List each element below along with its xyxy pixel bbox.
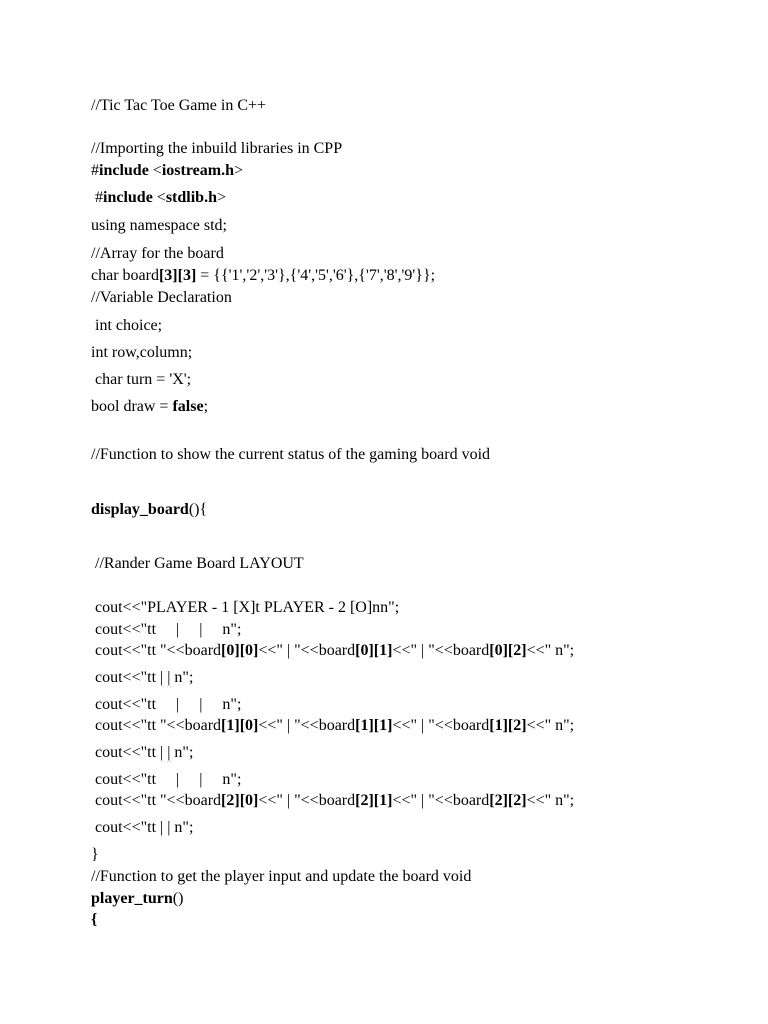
cout-divider-3 [91,818,193,838]
index: [1][1] [355,717,393,734]
text: cout<<"tt | | n"; [91,771,242,788]
function-display-board [91,500,207,520]
index: [1][0] [221,717,259,734]
header-name: stdlib.h [165,189,217,206]
include-stdlib [91,188,226,208]
text: n"; [174,669,194,686]
text: <<" | "<<board [258,717,356,734]
function-name: player_turn [91,890,173,907]
cout-row-3 [91,791,574,811]
header-name: iostream.h [161,162,234,179]
text: | [167,669,171,686]
closing-brace [91,845,99,865]
array-size: [3][3] [158,267,197,284]
keyword: include [103,189,153,206]
text: > [233,162,243,179]
text: //Function to show the current status of the gaming board void [91,446,491,463]
text: <<" | "<<board [392,642,490,659]
index: [0][1] [355,642,393,659]
opening-brace [91,910,97,930]
index: [0][2] [489,642,527,659]
decl-row-column [91,343,192,363]
cout-players [91,598,399,618]
text: { [91,911,98,928]
decl-draw [91,397,208,417]
text: | [160,669,164,686]
cout-row-2 [91,716,574,736]
index: [2][0] [221,792,259,809]
text: cout<<"tt [91,744,157,761]
using-namespace [91,216,227,236]
cout-separator-1 [91,620,241,640]
text: //Variable Declaration [91,289,232,306]
text: cout<<"PLAYER - 1 [X]t PLAYER - 2 [O]nn"; [91,599,400,616]
text: <<" | "<<board [258,792,356,809]
board-declaration [91,266,435,286]
text: <<" | "<<board [392,792,490,809]
text: | [160,744,164,761]
text: cout<<"tt "<<board [91,642,222,659]
text: cout<<"tt | | n"; [91,696,242,713]
text: char board [91,267,159,284]
text: <<" n"; [526,717,575,734]
text: //Rander Game Board LAYOUT [91,555,304,572]
text: //Array for the board [91,245,224,262]
text: # [91,189,103,206]
text: cout<<"tt | | n"; [91,819,194,836]
text: > [216,189,226,206]
text: <<" n"; [526,642,575,659]
text: () [172,890,184,907]
cout-divider-1 [91,668,193,688]
text: bool draw = [91,398,173,415]
text: = {{'1','2','3'},{'4','5','6'},{'7','8','9'}}; [196,267,436,284]
comment-title [91,96,266,116]
text: <<" n"; [526,792,575,809]
text: cout<<"tt "<<board [91,717,222,734]
comment-display [91,445,490,465]
comment-libraries [91,139,342,159]
text: //Function to get the player input and update the board void [91,868,472,885]
text: int choice; [91,317,163,334]
text: (){ [188,501,208,518]
text: | [167,744,171,761]
index: [2][2] [489,792,527,809]
index: [1][2] [489,717,527,734]
cout-row-1 [91,641,574,661]
index: [0][0] [221,642,259,659]
text: //Importing the inbuild libraries in CPP [91,140,343,157]
text: char turn = 'X'; [91,371,192,388]
include-iostream [91,161,243,181]
comment-render [91,554,304,574]
text: //Tic Tac Toe Game in C++ [91,97,267,114]
comment-variables [91,288,232,308]
index: [2][1] [355,792,393,809]
text: <<" | "<<board [258,642,356,659]
text: cout<<"tt | | n"; [91,621,242,638]
text: <<" | "<<board [392,717,490,734]
comment-player-turn [91,867,471,887]
text: < [148,162,162,179]
text: cout<<"tt "<<board [91,792,222,809]
text: ; [203,398,209,415]
keyword: include [99,162,149,179]
text: cout<<"tt [91,669,157,686]
function-name: display_board [91,501,189,518]
keyword: false [172,398,204,415]
function-player-turn [91,889,183,909]
text: < [152,189,166,206]
text: n"; [174,744,194,761]
text: } [91,846,99,863]
cout-separator-2 [91,695,241,715]
comment-array [91,244,224,264]
decl-choice [91,316,162,336]
decl-turn [91,370,191,390]
text: # [91,162,99,179]
text: int row,column; [91,344,193,361]
text: using namespace std; [91,217,227,234]
cout-separator-3 [91,770,241,790]
cout-divider-2 [91,743,193,763]
